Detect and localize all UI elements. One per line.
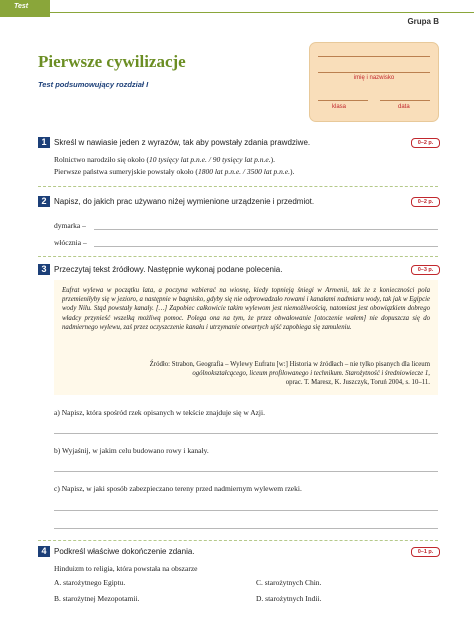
q3-task-b: b) Wyjaśnij, w jakim celu budowano rowy i kanały.	[54, 446, 209, 455]
q3c-answer-line-2[interactable]	[54, 528, 438, 529]
source-text-box	[54, 280, 438, 395]
name-line-2[interactable]	[318, 72, 430, 73]
source-citation	[100, 360, 430, 388]
question-1-text: Skreśl w nawiasie jeden z wyrazów, tak aby powstały zdania prawdziwe.	[54, 138, 311, 147]
q3c-answer-line-1[interactable]	[54, 510, 438, 511]
q1-s2-start: Pierwsze państwa sumeryjskie powstały około (	[54, 167, 198, 176]
question-2-text: Napisz, do jakich prac używano niżej wymienione urządzenie i przedmiot.	[54, 197, 315, 206]
q3a-answer-line[interactable]	[54, 433, 438, 434]
page-subtitle: Test podsumowujący rozdział I	[38, 80, 149, 89]
q2-item-1: dymarka –	[54, 221, 86, 230]
date-label: data	[398, 104, 410, 110]
question-4-number: 4	[38, 546, 50, 557]
q4-option-d[interactable]: D. starożytnych Indii.	[256, 594, 322, 603]
q2-item-2: włócznia –	[54, 238, 87, 247]
q1-s2-end: ).	[290, 167, 295, 176]
question-2-number: 2	[38, 196, 50, 207]
page-title: Pierwsze cywilizacje	[38, 52, 186, 71]
citation-line-2: ogólnokształcącego, liceum profilowanego i technikum. Starożytność i średniowiecze 1,	[192, 370, 430, 378]
question-1-number: 1	[38, 137, 50, 148]
class-label: klasa	[332, 104, 347, 110]
q1-s1-start: Rolnictwo narodziło się około (	[54, 155, 149, 164]
citation-line-3: oprac. T. Maresz, K. Juszczyk, Toruń 2004, s. 10–11.	[285, 379, 430, 387]
tab-label: Test	[14, 3, 29, 10]
question-3-points: 0–3 p.	[411, 265, 440, 275]
q3-task-a: a) Napisz, która spośród rzek opisanych w tekście znajduje się w Azji.	[54, 408, 265, 417]
section-tab	[0, 0, 50, 17]
q1-sentence-1[interactable]	[54, 155, 275, 164]
question-2-points: 0–2 p.	[411, 197, 440, 207]
q1-s1-end: ).	[270, 155, 275, 164]
q1-s2-options[interactable]: 1800 lat p.n.e. / 3500 lat p.n.e.	[197, 167, 291, 176]
name-label: imię i nazwisko	[353, 75, 395, 81]
q1-s1-options[interactable]: 10 tysięcy lat p.n.e. / 90 tysięcy lat p.n.e.	[148, 155, 271, 164]
question-4-text: Podkreśl właściwe dokończenie zdania.	[54, 547, 195, 556]
question-1-points: 0–2 p.	[411, 138, 440, 148]
q3-task-c: c) Napisz, w jaki sposób zabezpieczano tereny przed nadmiernym wylewem rzeki.	[54, 484, 302, 493]
separator	[38, 256, 438, 257]
question-4-points: 0–1 p.	[411, 547, 440, 557]
q2-answer-line-1[interactable]	[94, 229, 438, 230]
q2-answer-line-2[interactable]	[94, 246, 438, 247]
question-3-number: 3	[38, 264, 50, 275]
citation-line-1: Źródło: Strabon, Geografia – Wylewy Eufratu [w:] Historia w źródłach – nie tylko pisanych dla liceum	[149, 361, 430, 368]
separator	[38, 186, 438, 187]
class-line[interactable]	[318, 100, 368, 101]
separator	[38, 540, 438, 541]
q1-sentence-2[interactable]	[54, 167, 294, 176]
header-rule	[50, 12, 474, 13]
group-label: Grupa B	[407, 17, 439, 26]
q4-option-a[interactable]: A. starożytnego Egiptu.	[54, 578, 126, 587]
q3b-answer-line[interactable]	[54, 471, 438, 472]
date-line[interactable]	[380, 100, 430, 101]
q4-stem: Hinduizm to religia, która powstała na obszarze	[54, 564, 198, 573]
q4-option-c[interactable]: C. starożytnych Chin.	[256, 578, 322, 587]
source-excerpt: Eufrat wylewa w początku lata, a poczyna wzbierać na wiosnę, kiedy topnieją śniegi w Armenii, tak że z konieczności pola przemieniłyby się w jezioro, a następnie w bagnisko, gdyby się nie odprowadzało rowami i kanałami nadmiaru wody, tak jak w Egipcie wody Nilu. Stąd powstały kanały. […] Zapobiec całkowicie takim wylewom jest niemożliwością, natomiast jest obowiązkiem dobrego władcy przynieść wszelką możliwą pomoc. Polega ona na tym, że przez obwałowanie [otoczenie wałem] nie dopuszcza się do nadmiernego wylewu, zaś przez oczyszczenie kanału i utrzymanie otwartych ujść zapobiega się zamuleniu.	[62, 287, 430, 331]
name-line-1[interactable]	[318, 56, 430, 57]
student-info-box	[309, 42, 439, 122]
question-3-text: Przeczytaj tekst źródłowy. Następnie wykonaj podane polecenia.	[54, 265, 283, 274]
q4-option-b[interactable]: B. starożytnej Mezopotamii.	[54, 594, 140, 603]
